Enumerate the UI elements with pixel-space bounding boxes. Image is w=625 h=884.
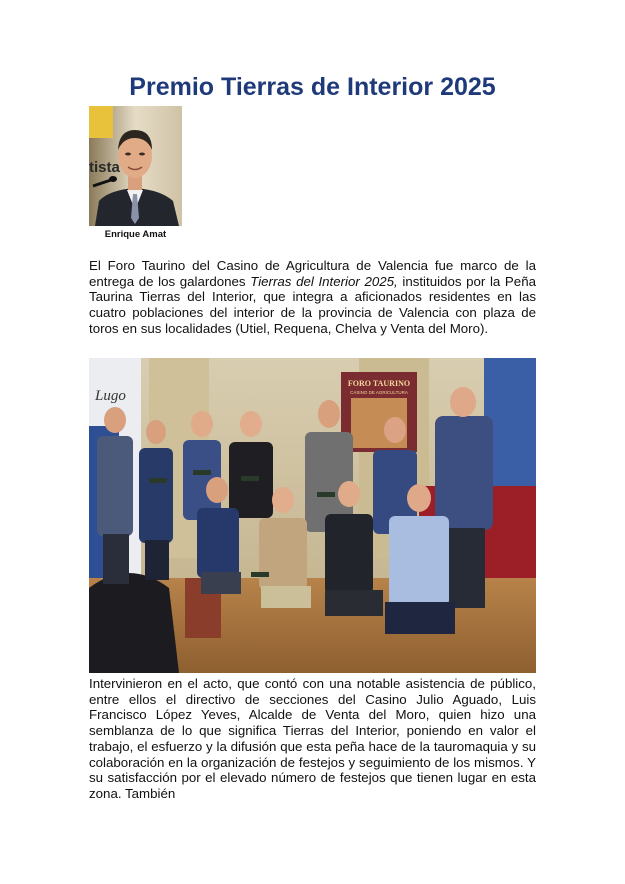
paragraph-speakers-text: Intervinieron en el acto, que contó con una notable asistencia de público, entre ellos el directivo de secciones del Casino Julio Aguado, Luis Francisco López Yeves, Alcalde de Venta del Moro, quien hizo una semblanza de lo que significa Tierras del Interior, poniendo en valor el trabajo, el esfuerzo y la difusión que esta peña hace de la tauromaquia y su colaboración en la organización de festejos y seguimiento de los mismos. Y su satisfacción por el elevado número de festejos que tienen lugar en esta zona. También — [89, 676, 536, 801]
paragraph-intro-text-1: El Foro Taurino del Casino de Agricultura de Valencia fue marco de la entrega de los galardones — [89, 258, 536, 289]
poster-subtitle: CASINO DE AGRICULTURA — [350, 390, 408, 395]
portrait-photo — [89, 106, 182, 226]
paragraph-speakers — [89, 676, 536, 802]
page-title: Premio Tierras de Interior 2025 — [129, 73, 496, 101]
portrait-caption: Enrique Amat — [104, 229, 167, 240]
portrait-backdrop-text: tista — [89, 159, 120, 176]
poster-title: FORO TAURINO — [347, 379, 411, 388]
paragraph-intro — [89, 258, 536, 337]
group-photo — [89, 358, 536, 673]
paragraph-intro-text-2: instituidos por la Peña Taurina Tierras del Interior, que integra a aficionados residentes en las cuatro poblaciones del interior de la provincia de Valencia con plaza de toros en sus localidades (Utiel, Requena, Chelva y Venta del Moro). — [89, 273, 536, 336]
award-name: Tierras del Interior 2025, — [250, 273, 398, 289]
group-photo-logo-text: Lugo — [95, 388, 126, 404]
